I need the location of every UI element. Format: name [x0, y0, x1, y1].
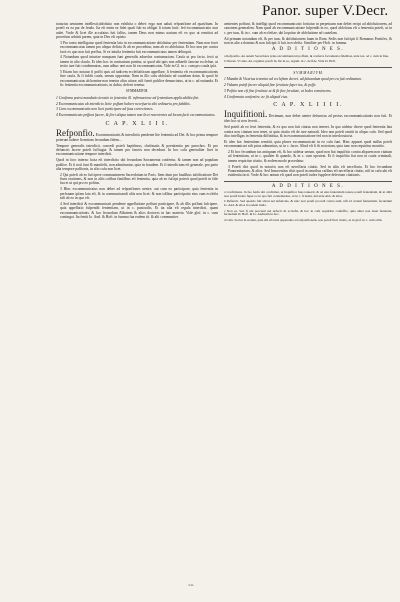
summary-list [224, 77, 392, 99]
additions-list [224, 55, 392, 64]
summary-title: SVMMARIVM. [125, 89, 149, 94]
left-top-text [56, 22, 218, 87]
chapter-heading: C A P. X L I I I. [105, 120, 169, 127]
paragraph: 3 Pro tanto intelligatur quod fententia lata in excommunicatione abfoluitur per fententiam. Nam non foret excommunicatus tamen pro aliquo delicto & ab eo proceditur, nam ab eo abfoluitur. Et hoc non per contra facit ex quo non fuit preffus, Si ex iniufta fententia fuit excommunicatus tamen delinquit. [60, 40, 218, 54]
summary-item: 2 Excommunicatus ab interdicto licite poffunt habere necefsaria sibi ordinaria pro fubditis. [56, 101, 191, 106]
paragraph: 3 Hinc excommunicatus non debet ad refponfiones uenire, aut cum eo participare, quia fententia in perfonam ipfam lata eft, & in communicandi aliis non licet: & non tollitur participatio eius cum ecclefia nifi ab eo in quo eft. [60, 187, 218, 200]
inquisition-intro: Decimum, non debet uenire defunctus ad pectus excommunicationis non fuit. Et ideo hoc ut non fecerit... [224, 114, 392, 124]
right-column [224, 22, 392, 582]
additions-list [224, 191, 392, 223]
inquisition-opening [224, 110, 392, 123]
summary-item: 1 Mandat & Vicarius tenentur ad ecclefiam decret. ad faluandum quod pro ea fuit ordinatum. [224, 77, 362, 82]
paragraph: 2 Et hoc fecundum ius antiquum eft, & hoc uidetur uerum, quod non fiat inquifitio contra aliquem non citatum ad fententiam, ut in c. qualiter & quando, & in c. cum oporteat. Et fi inquifitio fiat non in caufa criminali, tamen requiritur citatio, & eodem modo procedatur. [228, 150, 392, 163]
summary-item: 4 Excommunicato poffunt facere, & fieri aliqua tamen non licet reuertentes ad locum facti excommunicatos. [56, 113, 216, 118]
divider [224, 181, 392, 182]
chapter-heading: C A P. X L I I I I. [273, 102, 343, 109]
paragraph: Sed poteft ab eo ferri fententia, & ex quo non fuit citatus non teneret. In quo uidetur dicere quod fententia lata contra non citatum non tenet, ut quia citatio eft de iure naturali. Ideo non poteft omitti in aliquo cafu. Sed quod dico intelligas in fententia diffinitiua, & in excommunicatione fed non in interlocutoria. [224, 125, 392, 138]
summary-list [56, 96, 218, 118]
left-column [56, 22, 218, 582]
paragraph: Et ideo hoc fententiam remittit, quia plures excommunicati in eo cafu funt. Hinc apparet quod nullus poteft excommunicari nifi prius admonitus, ut in c. facro. Aliud eft fi fit notorium, quia tunc non requiritur monitio. [224, 139, 392, 149]
addition-item: c Non ea. Sed fi ubi peccauit uel defecit ab ecclefia, & hoc in cafu requiritur confeffio, quia aliter non tenet fententia, fecundum D. Hoft. & Io. Andream in hoc. [224, 208, 392, 217]
additions-title: A D D I T I O N E S. [271, 47, 345, 53]
signature-mark: 3.m. [188, 583, 195, 587]
summary-item: 3 Pofitio non eft fine feruitute ut & fit fine feruitute, ut Iudex conuincens. [224, 88, 332, 93]
summary-item: 4 Confirmata confentire, ne fit aliquid eius. [224, 94, 288, 99]
summary-item: 1 Confirma potest mandatio iteratio in fententia ill. infirmacione ad fententiam applicabilita fint. [56, 95, 200, 100]
paragraph: 4 Sed interdicti & excommunicati pendente appellatione poffunt participare, & ab illis poffunt fufcipere, quia appellatio fufpendit fententiam, ut in c. pastoralis. Et ita alia eft regula interdicti, quam excommunicationis. & hoc fecundum Abbatem & alios doctores in hac materia. Vide glof. in c. cum contingat. Ita fentit Io. And. & Hoft. in fumma fua eodem tit. & alii communiter. [60, 201, 218, 219]
paragraph: 2 Qui poteft ab eo fufcipere communionem Sacerdotum in Paris. Item dum pro laudibus iuftificatione Dei fiunt orationes, & non in aliis cafibus fimilibus eft fententia, quia ab eo fufcipi poterit quod poteft in fide fua et ut qui pro eo pofitus. [60, 172, 218, 186]
paragraph: Tempore generalis interdicti, concedi poteft baptifmus, chrifmatis & poenitentia per parochos. Et pro defunctis facere poteft fuffragia: & tamen pro fanctis non decedunt. In hoc cafu generaliter licet in excommunicatione tempore interdicti. [56, 143, 218, 157]
paragraph: uenientes poffunt, & intelligi quod excommunicatio fortiatur in perpetuum non debet recipi ad abfolutionem, ad canonem generalem. Nam quod ab excommunicatione fufpendit in eo, quod abfolutus eft a fententia poteft, ut in c. per tuas, & in c. cum ab ecclefiae, ubi loquitur de abfolutione ad cautelam. [224, 22, 392, 35]
summary-title: S V M M A R I V M. [293, 70, 323, 75]
addition-item: a Confirmans. In fuo fenfu ubi confirmat, ut Inquifitor fuus tenuerit, & ad eius fententiam tenere poteft fententiam, & ut alibi non poteft Iudex fuper eo in quo fuit condemnatus, ut in c. fi iudex, ubi uide Abb. & alios. [224, 189, 392, 198]
paragraph: 3 Poteft dici quod in notoriis non eft neceffaria citatio. Sed in aliis eft neceffaria. Et hoc fecundum Panormitanum, & alios. Sed Innocentius dicit quod in omnibus cafibus eft neceffaria citatio, nifi in cafu ubi eft euidentia facti. Vnde & hoc notum eft quod non poteft iudex fupplere defectum citationis. [228, 164, 392, 178]
running-head: Panor. super V.Decr. [262, 3, 389, 19]
divider [224, 67, 392, 68]
paragraph: 5 Etiam hoc notatur fi poffit quis ad iudicem ecclefiafticum appellare, fi fententia eft excommunicationis fine caufa, & fi fubfit caufa, uerum opponitur, Nam in illo cafu abfolutio ad cautelam datur, & quod fit excommunicatus ab homine non tenetur alios uitare, nifi fuerit publice denunciatus, ut in c. ad euitanda. Et fic fententia excommunicationis, in dubio, deferri tenetur. [60, 69, 218, 87]
paragraph: Quod in foro interno facta eft interdictio ubi fecundum Sacramenta confertur, & tamen non ad populum publice. Et fi noti funt & manifefti, non admittuntur, quia in fraudem. Et fi interdictum eft generale, pro parte alia tempore paffionis, in alio cafu non licet. [56, 158, 218, 171]
additions-title: A D D I T I O N E S. [271, 183, 345, 189]
summary-item: 3 Cum excommunicatis non licet participare ad fuas correctiones. [56, 107, 154, 112]
paragraph: Ad primum notandum eft, & per tuas, & abfolutionem fuam in Rom. Sedis non fufcipit fi Romanus Pontifex, & non in alio a domino & non fufcipit fi fuit in ecclefia. Similiter per Hoft. in fumma. [224, 36, 392, 45]
summary-item: 2 Viduam poteft facere aliquid fine feruitute fuper ius, & poffe. [224, 83, 317, 88]
response-head: Refponfio. [56, 127, 95, 138]
response-intro: Excommunicatis & interdictis pendente lite fententia ad Dei. & hoc prima tempore poterunt habere licentiam fecundum fidem... [56, 132, 218, 142]
addition-item: b Dicens. Vt ante. An cognitus poteft In. De in eo, argum. in c. de fide. Vide D. Hoft. [224, 58, 336, 63]
inquisition-head: Inquifitioni. [224, 109, 268, 120]
addition-item: d Cafu. Sed ut in eodem, quia ubi eft iuris apparentia ad refponfionem, non poteft fieri citatio, ut in glof. in c. cum olim. [224, 217, 383, 222]
paragraph: 4 Notandum quod iniuriae nunquam funt generalis aduerfus contumaciam. Caufa ut pro facto, fecit ut tamen in alio claufa. Et ideo hoc in contrarium ponitur, ut quod ubi quis non adhaefit fanctae ecclefiae, ut tertio iure fuit condemnatus, cum adhuc ueri non fit excommunicatus. Vide in Gl. in c. cum pro caufa ipfa. [60, 55, 218, 69]
addition-item: a Refponfio. An autem Sacerdotes prius excommunicati poffunt, & conferre facramenta fidelibus, uide not. ad c. cum in fine. [224, 53, 389, 58]
addition-item: b Defuncti. Sed quando fuit alicui uel defunctus, & tunc non poteft procedi contra eum, nifi ad certam fententiam, fecundum Io. And. & alios in eodem titulo. [224, 199, 392, 208]
paragraph: tratarius uentatem intellexit;abfolutio non exhibita o debet: ergo non ualuit refponfione ad quasfitum. In poteft ex ea par de feudo. Ita eft enim ea fidei quafi fub ea obligat fi totum facit: fed excommunicatio non ualet. Vnde & licet ille accufatus fuit falfus, tamen Deus non minus uarium eft ex quo ut remittat ad procefum arbitrii parem, quia in Deo eft opinio. [56, 22, 218, 40]
response-opening [56, 129, 218, 142]
